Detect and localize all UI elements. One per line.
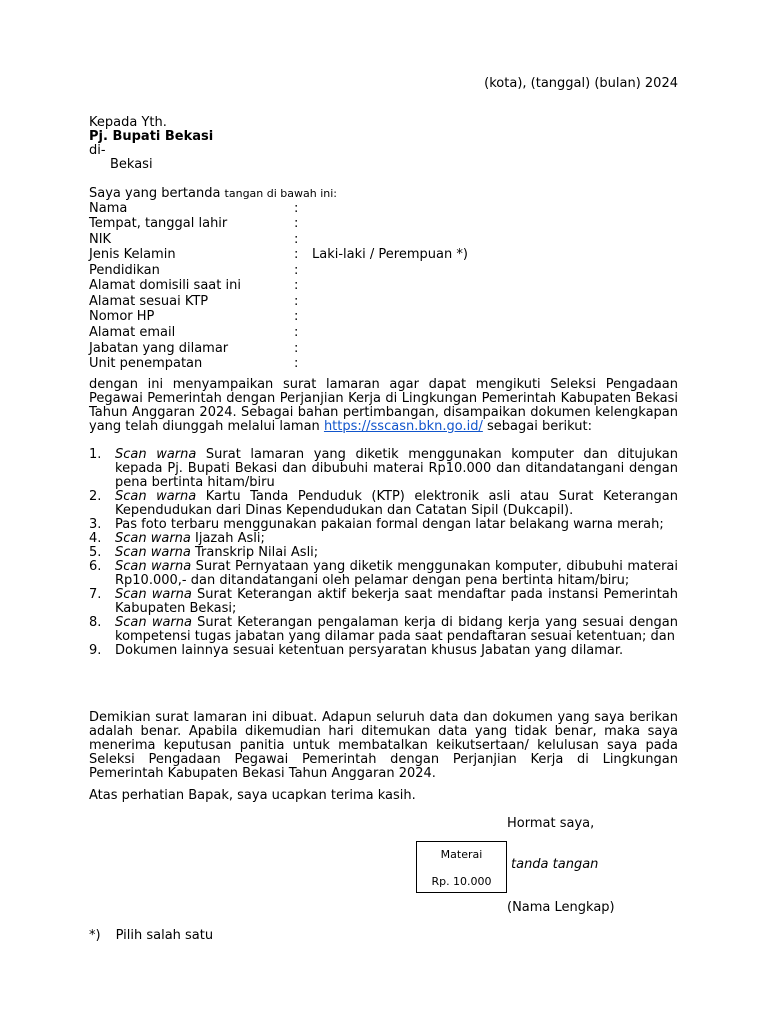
field-colon: : bbox=[294, 309, 299, 324]
intro-line bbox=[89, 186, 337, 201]
item-italic: Scan warna bbox=[115, 615, 192, 630]
body-paragraph bbox=[89, 378, 678, 434]
field-label: Alamat sesuai KTP bbox=[89, 294, 209, 309]
item-italic: Scan warna bbox=[115, 559, 192, 574]
item-italic: Scan warna bbox=[115, 531, 191, 546]
item-number: 5. bbox=[89, 545, 102, 560]
item-number: 1. bbox=[89, 447, 102, 462]
field-row bbox=[0, 216, 768, 231]
field-row bbox=[0, 309, 768, 324]
field-label: Nomor HP bbox=[89, 309, 155, 324]
field-colon: : bbox=[294, 232, 299, 247]
field-row bbox=[0, 201, 768, 216]
materai-stamp-box bbox=[416, 841, 507, 893]
field-label: Unit penempatan bbox=[89, 356, 203, 371]
recipient-place: Bekasi bbox=[110, 157, 153, 172]
item-number: 3. bbox=[89, 517, 102, 532]
item-number: 4. bbox=[89, 531, 102, 546]
list-item bbox=[89, 546, 678, 560]
item-number: 6. bbox=[89, 559, 102, 574]
item-number: 8. bbox=[89, 615, 102, 630]
field-colon: : bbox=[294, 247, 299, 262]
recipient-salutation: Kepada Yth. bbox=[89, 115, 167, 130]
field-colon: : bbox=[294, 216, 299, 231]
list-item bbox=[89, 588, 678, 616]
field-colon: : bbox=[294, 356, 299, 371]
field-colon: : bbox=[294, 263, 299, 278]
item-italic: Scan warna bbox=[115, 489, 197, 504]
field-colon: : bbox=[294, 341, 299, 356]
list-item bbox=[89, 518, 678, 532]
item-text: Ijazah Asli; bbox=[190, 531, 265, 546]
item-text: Kartu Tanda Penduduk (KTP) elektronik asli atau Surat Keterangan Kependudukan dari Dinas Kependudukan dan Catatan Sipil (Dukcapil). bbox=[115, 489, 678, 518]
closing-text: Demikian surat lamaran ini dibuat. Adapun seluruh data dan dokumen yang saya berikan adalah benar. Apabila dikemudian hari ditemukan data yang tidak benar, maka saya menerima keputusan panitia untuk membatalkan keikutsertaan/ kelulusan saya pada Seleksi Pengadaan Pegawai Pemerintah dengan Perjanjian Kerja di Lingkungan Pemerintah Kabupaten Bekasi Tahun Anggaran 2024. bbox=[89, 710, 678, 781]
list-item bbox=[89, 560, 678, 588]
body-text-after-link: sebagai berikut: bbox=[482, 419, 592, 434]
field-label: Alamat domisili saat ini bbox=[89, 278, 241, 293]
item-text: Surat Keterangan pengalaman kerja di bidang kerja yang sesuai dengan kompetensi tugas jabatan yang dilamar pada saat pendaftaran sesuai ketentuan; dan bbox=[115, 615, 678, 644]
field-colon: : bbox=[294, 294, 299, 309]
footnote bbox=[89, 928, 213, 943]
signature-text: tanda tangan bbox=[511, 857, 599, 872]
thanks-line: Atas perhatian Bapak, saya ucapkan terima kasih. bbox=[89, 788, 416, 803]
intro-main: Saya yang bertanda bbox=[89, 186, 225, 201]
field-row bbox=[0, 341, 768, 356]
item-text: Pas foto terbaru menggunakan pakaian formal dengan latar belakang warna merah; bbox=[115, 517, 664, 532]
field-row bbox=[0, 232, 768, 247]
item-italic: Scan warna bbox=[115, 587, 192, 602]
field-label: Jabatan yang dilamar bbox=[89, 341, 229, 356]
regards: Hormat saya, bbox=[507, 816, 595, 831]
item-number: 7. bbox=[89, 587, 102, 602]
closing-paragraph bbox=[89, 711, 678, 781]
item-text: Surat Pernyataan yang diketik menggunakan komputer, dibubuhi materai Rp10.000,- dan ditandatangani oleh pelamar dengan pena bertinta hitam/biru; bbox=[115, 559, 678, 588]
list-item bbox=[89, 490, 678, 518]
item-number: 2. bbox=[89, 489, 102, 504]
intro-small: tangan di bawah ini: bbox=[224, 187, 338, 200]
field-row bbox=[0, 294, 768, 309]
list-item bbox=[89, 448, 678, 490]
field-row bbox=[0, 247, 768, 262]
footnote-mark: *) bbox=[89, 928, 101, 943]
list-item bbox=[89, 616, 678, 644]
field-label: Alamat email bbox=[89, 325, 176, 340]
sscasn-link[interactable]: https://sscasn.bkn.go.id/ bbox=[323, 419, 483, 434]
list-item bbox=[89, 644, 678, 658]
stamp-amount: Rp. 10.000 bbox=[431, 875, 492, 888]
field-row bbox=[0, 278, 768, 293]
item-text: Transkrip Nilai Asli; bbox=[190, 545, 319, 560]
item-text: Surat lamaran yang diketik menggunakan komputer dan ditujukan kepada Pj. Bupati Bekasi dan dibubuhi materai Rp10.000 dan ditandatangani dengan pena bertinta hitam/biru bbox=[115, 447, 678, 490]
item-text: Dokumen lainnya sesuai ketentuan persyaratan khusus Jabatan yang dilamar. bbox=[115, 643, 624, 658]
item-italic: Scan warna bbox=[115, 545, 191, 560]
field-colon: : bbox=[294, 278, 299, 293]
field-colon: : bbox=[294, 325, 299, 340]
requirements-list bbox=[89, 448, 678, 658]
stamp-label: Materai bbox=[440, 848, 483, 861]
recipient-name: Pj. Bupati Bekasi bbox=[89, 129, 214, 144]
field-row bbox=[0, 325, 768, 340]
field-value: Laki-laki / Perempuan *) bbox=[312, 247, 468, 262]
field-label: Pendidikan bbox=[89, 263, 160, 278]
footnote-text: Pilih salah satu bbox=[115, 928, 214, 943]
signature-label bbox=[511, 857, 598, 872]
list-item bbox=[89, 532, 678, 546]
field-colon: : bbox=[294, 201, 299, 216]
field-label: Tempat, tanggal lahir bbox=[89, 216, 228, 231]
body-text-before-link: dengan ini menyampaikan surat lamaran agar dapat mengikuti Seleksi Pengadaan Pegawai Pemerintah dengan Perjanjian Kerja di Lingkungan Pemerintah Kabupaten Bekasi Tahun Anggaran 2024. Sebagai bahan pertimbangan, disampaikan dokumen kelengkapan yang telah diunggah melalui laman bbox=[89, 377, 678, 434]
item-italic: Scan warna bbox=[115, 447, 197, 462]
date-line: (kota), (tanggal) (bulan) 2024 bbox=[484, 76, 678, 91]
recipient-di: di- bbox=[89, 143, 106, 158]
full-name: (Nama Lengkap) bbox=[507, 900, 615, 915]
field-label: Nama bbox=[89, 201, 128, 216]
item-number: 9. bbox=[89, 643, 102, 658]
field-label: NIK bbox=[89, 232, 112, 247]
item-text: Surat Keterangan aktif bekerja saat mendaftar pada instansi Pemerintah Kabupaten Bekasi; bbox=[115, 587, 679, 616]
field-row bbox=[0, 356, 768, 371]
field-row bbox=[0, 263, 768, 278]
field-label: Jenis Kelamin bbox=[89, 247, 176, 262]
